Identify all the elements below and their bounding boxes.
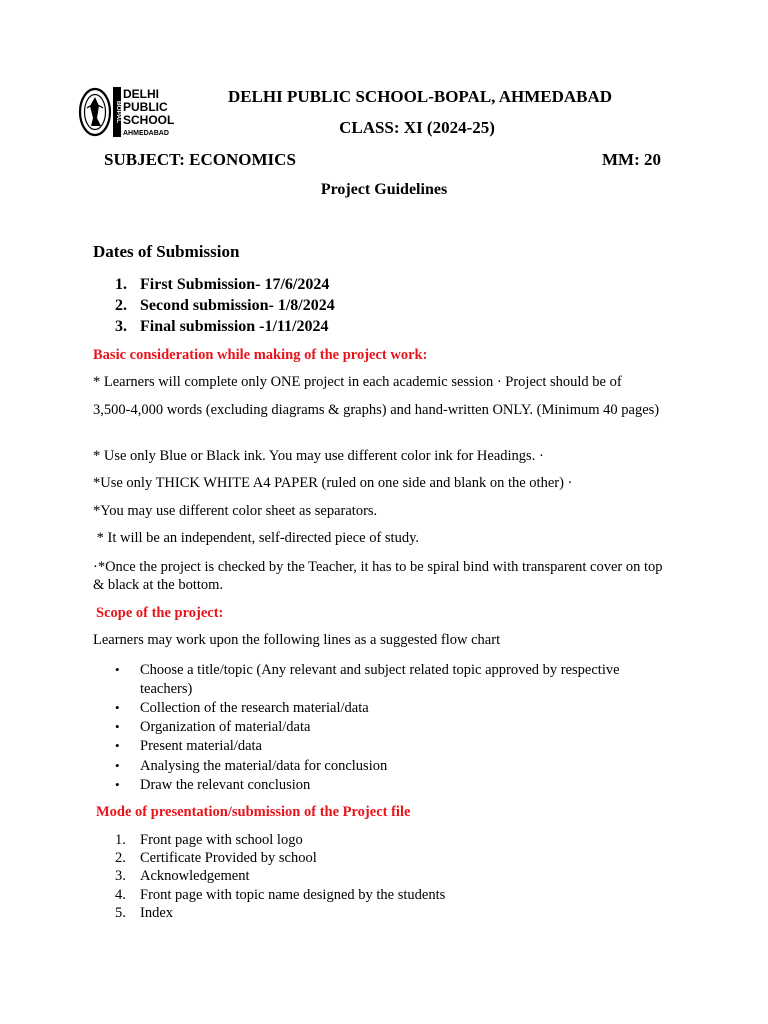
list-item [115,849,445,867]
list-item [115,699,675,718]
basic-line-1: * Learners will complete only ONE project in each academic session · Project should be of [93,374,622,390]
scope-list [115,661,675,795]
scope-intro: Learners may work upon the following lines as a suggested flow chart [93,632,501,648]
logo-line-2: PUBLIC [123,100,168,114]
page-title: Project Guidelines [320,181,448,198]
date-item [115,295,335,316]
dates-heading: Dates of Submission [93,242,240,261]
date-item [115,274,335,295]
list-item [115,904,445,922]
bullet-icon: • [115,757,120,773]
basic-line-2: 3,500-4,000 words (excluding diagrams & graphs) and hand-written ONLY. (Minimum 40 pages) [93,402,660,418]
list-item [115,831,445,849]
list-item-text: Draw the relevant conclusion [140,776,311,793]
list-number: 4. [115,886,126,903]
dates-list [115,274,335,337]
list-item [115,867,445,885]
basic-line-5: *You may use different color sheet as separators. [93,503,378,519]
list-number: 2. [115,850,126,867]
logo-line-3: SCHOOL [123,113,175,127]
list-item [115,776,675,795]
list-item-text: Certificate Provided by school [140,850,317,867]
bullet-icon: • [115,738,120,754]
list-item-text: Collection of the research material/data [140,699,369,716]
list-item-text: Choose a title/topic (Any relevant and subject related topic approved by respective teachers) [140,662,620,697]
max-marks: MM: 20 [602,150,662,169]
subject-line: SUBJECT: ECONOMICS [104,150,296,169]
basic-line-4: *Use only THICK WHITE A4 PAPER (ruled on one side and blank on the other) · [93,475,573,491]
date-text: Final submission -1/11/2024 [140,318,329,335]
logo-line-4: AHMEDABAD [123,130,169,137]
list-item [115,886,445,904]
basic-line-3: * Use only Blue or Black ink. You may use different color ink for Headings. · [93,448,544,464]
mode-list [115,831,445,922]
list-item [115,737,675,756]
date-text: First Submission- 17/6/2024 [140,276,330,293]
list-item [115,718,675,737]
bullet-icon: • [115,719,120,735]
scope-heading: Scope of the project: [96,605,224,621]
bullet-icon: • [115,662,120,677]
basic-line-6: * It will be an independent, self-directed piece of study. [93,530,420,546]
date-number: 1. [115,276,127,293]
list-item [115,757,675,776]
date-number: 2. [115,297,127,314]
date-number: 3. [115,318,127,335]
list-item-text: Index [140,904,174,921]
list-item-text: Present material/data [140,738,262,755]
list-number: 3. [115,868,126,885]
logo-line-1: DELHI [123,87,159,101]
list-number: 5. [115,904,126,921]
list-item [115,661,675,698]
list-item-text: Front page with school logo [140,832,303,848]
list-item-text: Analysing the material/data for conclusion [140,757,388,774]
date-text: Second submission- 1/8/2024 [140,297,335,314]
bullet-icon: • [115,776,120,792]
basic-heading: Basic consideration while making of the project work: [93,347,428,363]
list-item-text: Acknowledgement [140,868,250,885]
school-name: DELHI PUBLIC SCHOOL-BOPAL, AHMEDABAD [227,87,613,106]
mode-heading: Mode of presentation/submission of the Project file [96,804,411,820]
date-item [115,316,335,337]
list-number: 1. [115,832,126,848]
logo-side-text: BOPAL [115,100,122,124]
class-line: CLASS: XI (2024-25) [339,118,495,137]
list-item-text: Organization of material/data [140,719,311,736]
list-item-text: Front page with topic name designed by the students [140,886,446,903]
basic-line-7: ·*Once the project is checked by the Teacher, it has to be spiral bind with transparent cover on top & black at the bottom. [93,559,663,593]
bullet-icon: • [115,699,120,715]
